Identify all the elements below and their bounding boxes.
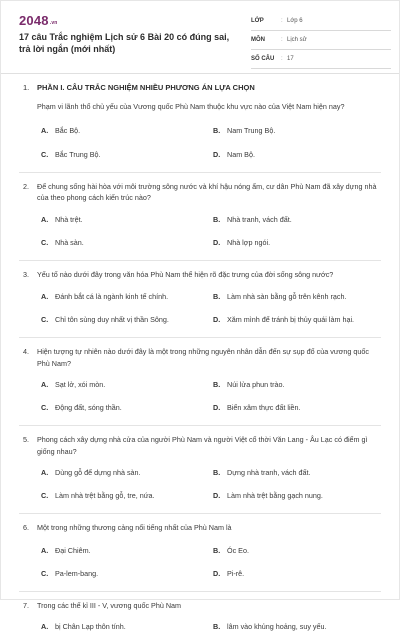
meta-value: 17 [287, 56, 294, 62]
meta-label: LỚP [251, 18, 281, 24]
option-b[interactable] [213, 546, 385, 555]
document-header [1, 1, 399, 73]
option-letter: C. [41, 491, 55, 500]
option-letter: A. [41, 215, 55, 224]
option-letter: D. [213, 150, 227, 159]
option-text: Dựng nhà tranh, vách đất. [227, 468, 311, 477]
option-row [1, 546, 399, 555]
option-text: Bắc Bộ. [55, 126, 80, 135]
question-text-row [1, 101, 399, 113]
option-b[interactable] [213, 380, 385, 389]
option-text: Đánh bắt cá là ngành kinh tế chính. [55, 292, 168, 301]
question-text-row [1, 434, 399, 457]
option-text: Xăm mình để tránh bị thủy quái làm hại. [227, 315, 354, 324]
option-text: Núi lửa phun trào. [227, 380, 285, 389]
option-letter: B. [213, 468, 227, 477]
meta-label: SỐ CÂU [251, 56, 281, 62]
option-letter: C. [41, 403, 55, 412]
option-text: Chỉ tôn sùng duy nhất vị thần Sông. [55, 315, 169, 324]
option-text: Óc Eo. [227, 546, 249, 555]
option-d[interactable] [213, 150, 385, 159]
question-text-row [1, 346, 399, 369]
meta-separator: : [281, 18, 287, 24]
question-text: Phạm vi lãnh thổ chủ yếu của Vương quốc Phù Nam thuộc khu vực nào của Việt Nam hiện nay? [37, 101, 379, 113]
meta-value: Lớp 6 [287, 18, 303, 24]
option-row [1, 403, 399, 412]
question-text: Yếu tố nào dưới đây trong văn hóa Phù Nam thể hiện rõ đặc trưng của đời sống sông nước? [37, 269, 379, 281]
question-number: 2. [23, 181, 37, 204]
question-text: Trong các thế kỉ III - V, vương quốc Phù Nam [37, 600, 379, 612]
question-text-row [1, 522, 399, 534]
question-item [1, 173, 399, 247]
document-title: 17 câu Trắc nghiệm Lịch sử 6 Bài 20 có đúng sai, trả lời ngắn (mới nhất) [19, 32, 243, 55]
option-a[interactable] [41, 292, 213, 301]
option-a[interactable] [41, 468, 213, 477]
option-text: Nhà sàn. [55, 238, 84, 247]
question-list [1, 79, 399, 631]
option-letter: A. [41, 546, 55, 555]
document-meta [251, 12, 391, 69]
question-text-row [1, 181, 399, 204]
option-text: Đại Chiêm. [55, 546, 91, 555]
option-c[interactable] [41, 403, 213, 412]
option-letter: A. [41, 380, 55, 389]
option-text: Nam Bộ. [227, 150, 255, 159]
option-b[interactable] [213, 126, 385, 135]
option-b[interactable] [213, 622, 385, 631]
meta-separator: : [281, 56, 287, 62]
question-text: Một trong những thương cảng nổi tiếng nhất của Phù Nam là [37, 522, 379, 534]
option-text: Bắc Trung Bộ. [55, 150, 101, 159]
meta-row-count [251, 50, 391, 69]
option-letter: B. [213, 380, 227, 389]
meta-row-grade [251, 12, 391, 31]
option-row [1, 315, 399, 324]
option-letter: B. [213, 215, 227, 224]
option-text: Nam Trung Bộ. [227, 126, 275, 135]
question-item [1, 95, 399, 159]
option-c[interactable] [41, 491, 213, 500]
question-text: Để chung sống hài hòa với môi trường sông nước và khí hậu nóng ẩm, cư dân Phù Nam đã xây dựng nhà của theo phong cách kiến trúc nào? [37, 181, 379, 204]
question-number: 7. [23, 600, 37, 612]
option-row [1, 468, 399, 477]
option-row [1, 569, 399, 578]
option-letter: C. [41, 569, 55, 578]
option-letter: C. [41, 150, 55, 159]
option-letter: B. [213, 126, 227, 135]
option-text: Nhà lợp ngói. [227, 238, 270, 247]
option-d[interactable] [213, 315, 385, 324]
option-letter: D. [213, 491, 227, 500]
option-letter: B. [213, 292, 227, 301]
option-text: Nhà trệt. [55, 215, 83, 224]
option-row [1, 292, 399, 301]
option-d[interactable] [213, 569, 385, 578]
option-text: bị Chân Lạp thôn tính. [55, 622, 126, 631]
option-b[interactable] [213, 215, 385, 224]
option-text: Làm nhà sàn bằng gỗ trên kênh rạch. [227, 292, 346, 301]
question-number [23, 101, 37, 113]
option-b[interactable] [213, 468, 385, 477]
option-text: Nhà tranh, vách đất. [227, 215, 292, 224]
option-c[interactable] [41, 238, 213, 247]
option-text: Làm nhà trệt bằng gạch nung. [227, 491, 323, 500]
option-letter: D. [213, 569, 227, 578]
question-item [1, 261, 399, 325]
option-a[interactable] [41, 622, 213, 631]
option-d[interactable] [213, 403, 385, 412]
option-letter: A. [41, 622, 55, 631]
option-text: Động đất, sóng thần. [55, 403, 122, 412]
question-text: Hiện tượng tự nhiên nào dưới đây là một trong những nguyên nhân dẫn đến sự sụp đổ của vương quốc Phù Nam? [37, 346, 379, 369]
site-logo[interactable] [19, 13, 58, 28]
option-a[interactable] [41, 215, 213, 224]
option-row [1, 215, 399, 224]
question-number: 5. [23, 434, 37, 457]
option-letter: D. [213, 315, 227, 324]
option-text: Biển xâm thực đất liền. [227, 403, 301, 412]
option-letter: B. [213, 622, 227, 631]
option-letter: B. [213, 546, 227, 555]
option-row [1, 150, 399, 159]
option-letter: C. [41, 315, 55, 324]
option-b[interactable] [213, 292, 385, 301]
option-a[interactable] [41, 546, 213, 555]
section-heading [1, 79, 399, 95]
question-text: Phong cách xây dựng nhà cửa của người Phù Nam và người Việt cổ thời Văn Lang - Âu Lạc có điểm gì giống nhau? [37, 434, 379, 457]
option-letter: D. [213, 403, 227, 412]
option-c[interactable] [41, 315, 213, 324]
option-c[interactable] [41, 150, 213, 159]
question-number: 3. [23, 269, 37, 281]
option-letter: C. [41, 238, 55, 247]
option-row [1, 238, 399, 247]
question-text-row [1, 600, 399, 612]
option-text: Dùng gỗ để dựng nhà sàn. [55, 468, 141, 477]
option-text: Pa-lem-bang. [55, 569, 98, 578]
option-text: Pi-rê. [227, 569, 244, 578]
option-text: Sạt lở, xói mòn. [55, 380, 105, 389]
question-item [1, 338, 399, 412]
question-text-row [1, 269, 399, 281]
option-d[interactable] [213, 238, 385, 247]
question-item [1, 426, 399, 500]
meta-value: Lịch sử [287, 37, 307, 43]
option-a[interactable] [41, 380, 213, 389]
logo-suffix: .vn [50, 20, 58, 26]
option-letter: A. [41, 292, 55, 301]
option-text: Làm nhà trệt bằng gỗ, tre, nứa. [55, 491, 155, 500]
option-row [1, 622, 399, 631]
logo-text: 2048 [19, 13, 49, 28]
option-row [1, 126, 399, 135]
meta-separator: : [281, 37, 287, 43]
meta-label: MÔN [251, 37, 281, 43]
option-c[interactable] [41, 569, 213, 578]
section-title: PHẦN I. CÂU TRẮC NGHIỆM NHIỀU PHƯƠNG ÁN LỰA CHỌN [37, 83, 255, 92]
option-d[interactable] [213, 491, 385, 500]
header-divider [1, 73, 399, 74]
section-number: 1. [23, 83, 37, 92]
question-item [1, 514, 399, 578]
question-item [1, 592, 399, 631]
option-row [1, 491, 399, 500]
option-a[interactable] [41, 126, 213, 135]
option-letter: A. [41, 468, 55, 477]
meta-row-subject [251, 31, 391, 50]
question-number: 6. [23, 522, 37, 534]
option-text: lâm vào khủng hoảng, suy yếu. [227, 622, 327, 631]
option-letter: D. [213, 238, 227, 247]
option-row [1, 380, 399, 389]
question-number: 4. [23, 346, 37, 369]
option-letter: A. [41, 126, 55, 135]
